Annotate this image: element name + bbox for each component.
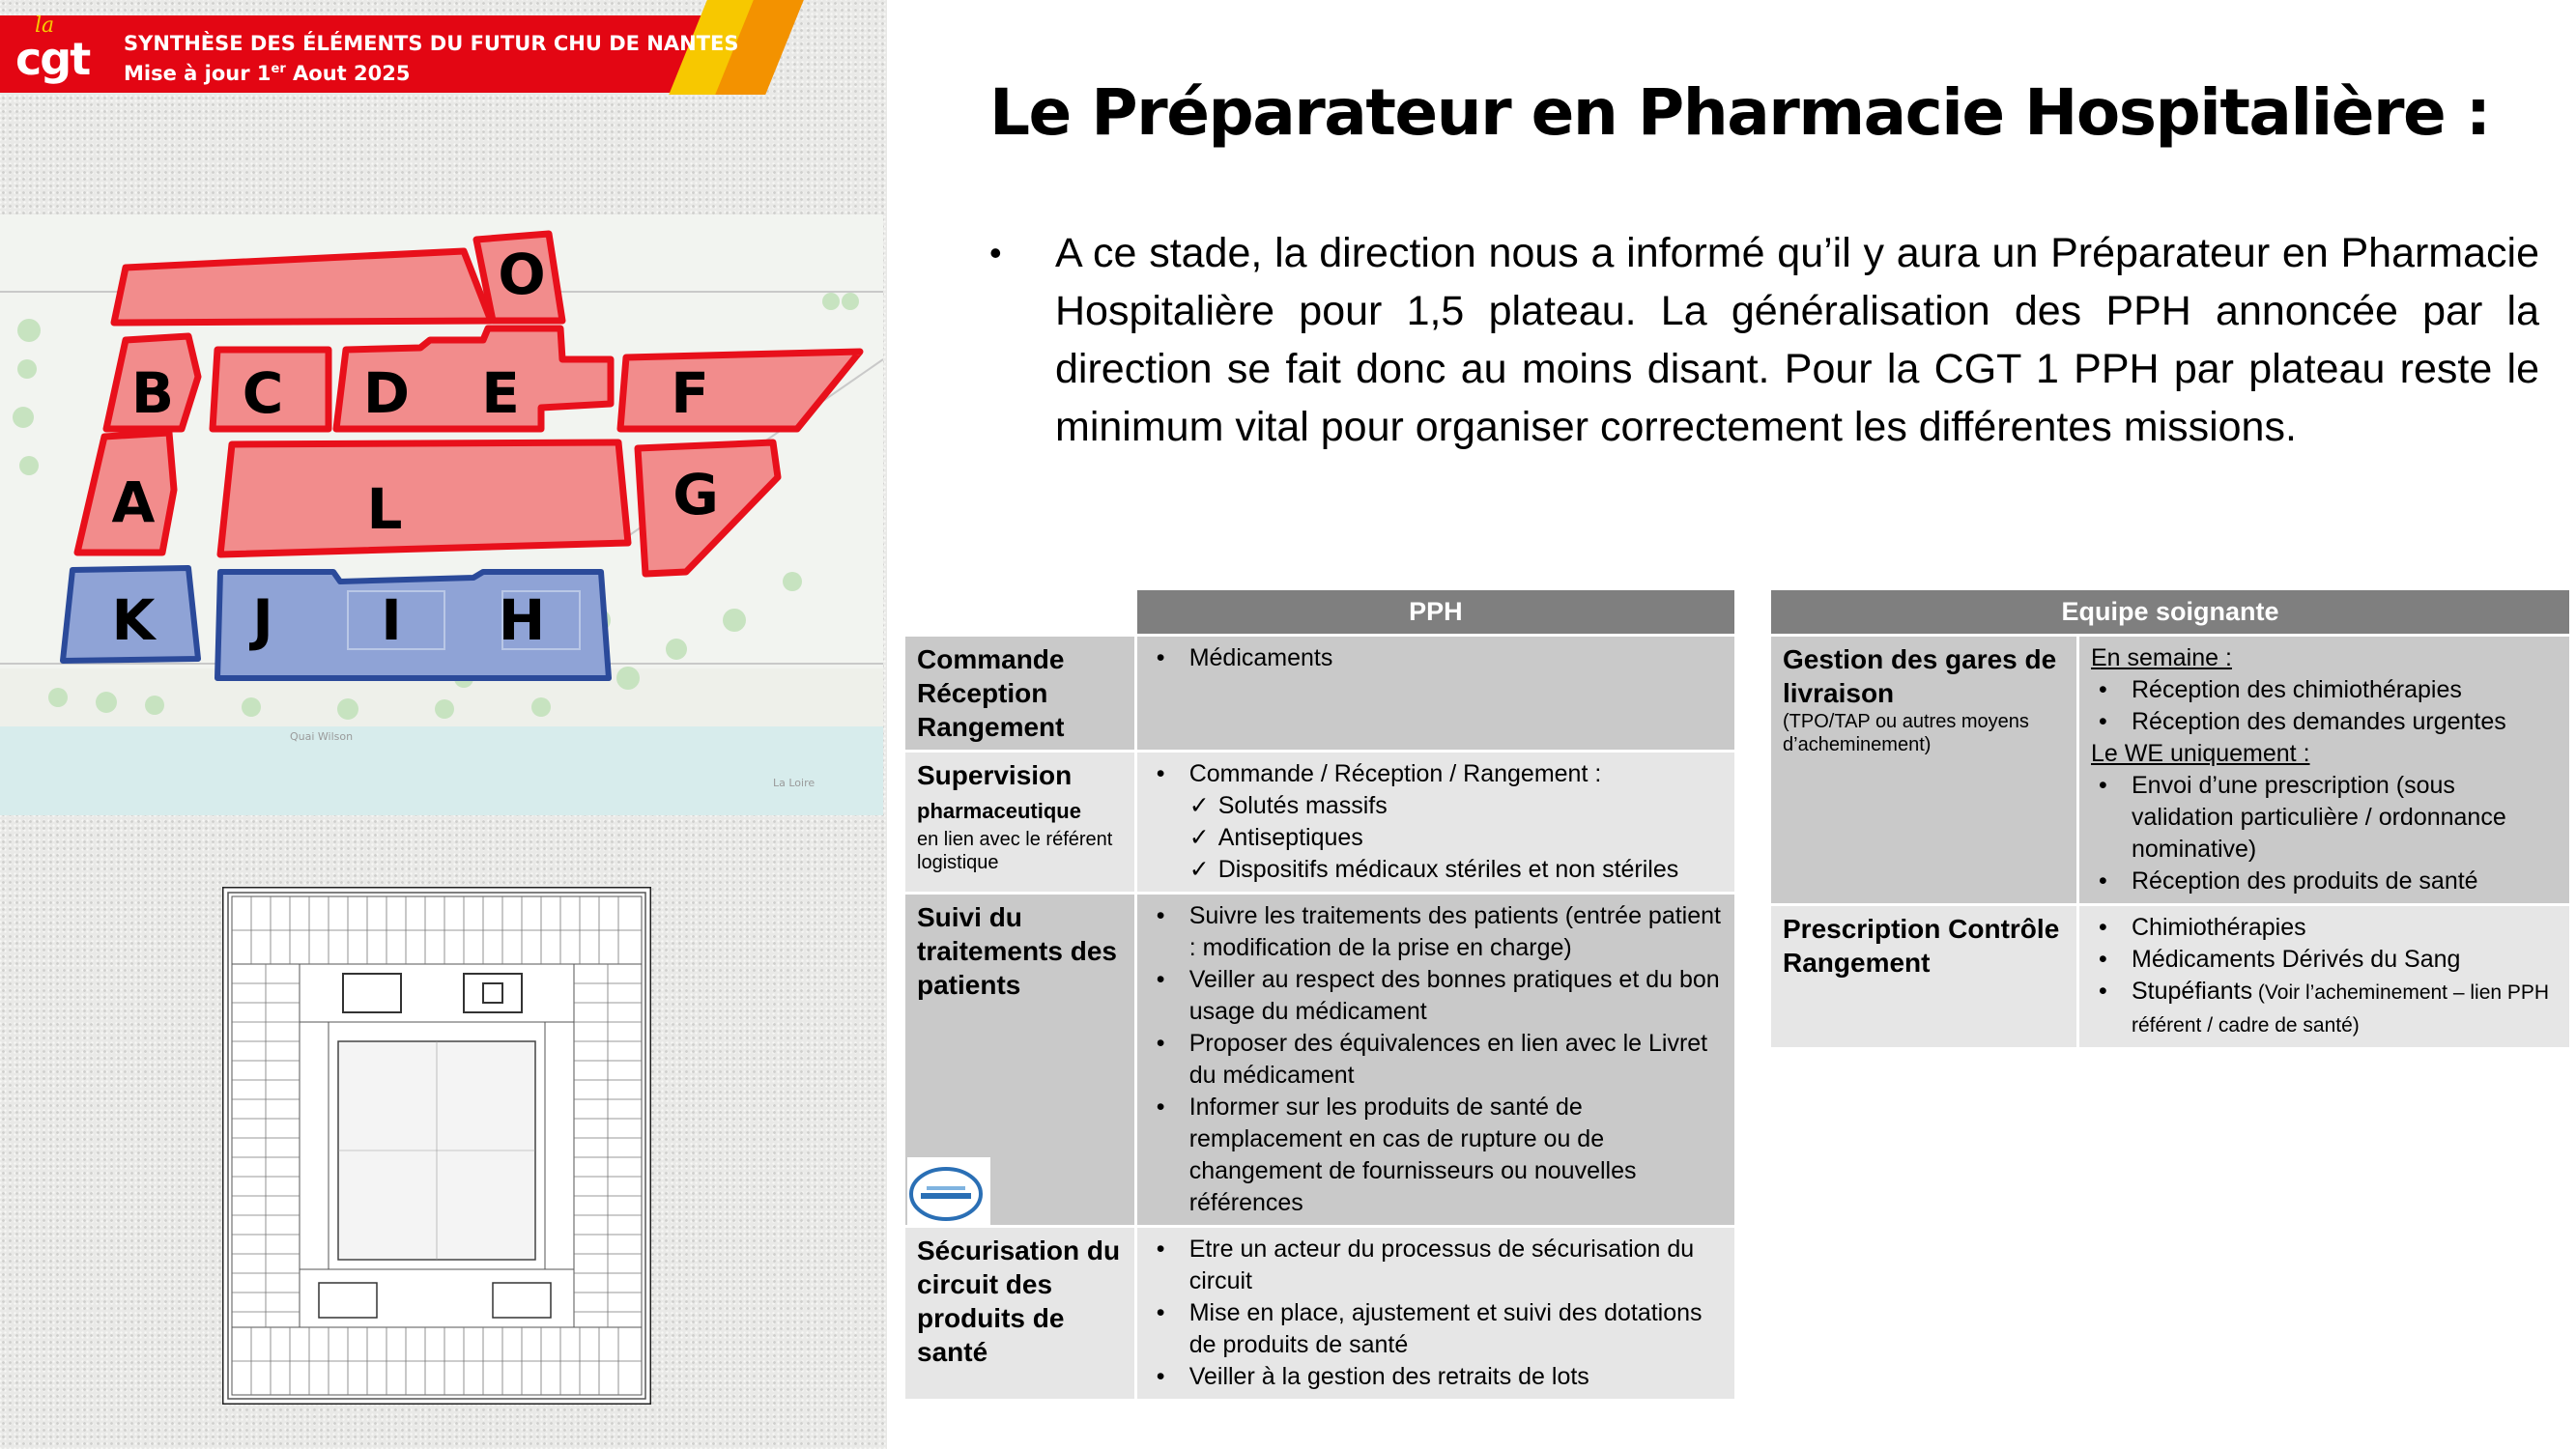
pph-header: PPH bbox=[1135, 589, 1735, 636]
list-item: • Veiller au respect des bonnes pratiques et du bon usage du médicament bbox=[1149, 964, 1723, 1028]
row-key: Suivi du traitements des patients bbox=[904, 894, 1136, 1227]
left-panel bbox=[0, 0, 887, 1449]
row-content bbox=[2078, 636, 2571, 905]
soignant-table bbox=[1768, 587, 2572, 1050]
list-item: • Suivre les traitements des patients (entrée patient : modification de la prise en charge) bbox=[1149, 900, 1723, 964]
list-item: • Proposer des équivalences en lien avec le Livret du médicament bbox=[1149, 1028, 1723, 1092]
soignant-header: Equipe soignante bbox=[1770, 589, 2571, 636]
label-k: K bbox=[111, 587, 156, 653]
list-item: • Mise en place, ajustement et suivi des dotations de produits de santé bbox=[1149, 1297, 1723, 1361]
row-key: Sécurisation du circuit des produits de santé bbox=[904, 1227, 1136, 1401]
header-subtitle: Mise à jour 1er Aout 2025 bbox=[124, 62, 411, 85]
logo-cgt: cgt bbox=[15, 33, 90, 85]
label-l: L bbox=[366, 476, 403, 542]
row-content bbox=[1135, 752, 1735, 894]
section-heading: Le WE uniquement : bbox=[2091, 740, 2310, 767]
row-key: Commande Réception Rangement bbox=[904, 636, 1136, 752]
list-item: • Stupéfiants (Voir l’acheminement – lien PPH référent / cadre de santé) bbox=[2091, 976, 2558, 1041]
table-row bbox=[1770, 636, 2571, 905]
label-j: J bbox=[252, 587, 273, 653]
logo-la: la bbox=[35, 14, 55, 38]
list-item: • Commande / Réception / Rangement : bbox=[1149, 758, 1723, 790]
table-row bbox=[904, 1227, 1736, 1401]
check-item: ✓ Solutés massifs bbox=[1149, 790, 1723, 822]
row-content bbox=[1135, 1227, 1735, 1401]
list-item: • Réception des chimiothérapies bbox=[2091, 674, 2558, 706]
table-row bbox=[904, 636, 1736, 752]
street-quai-wilson: Quai Wilson bbox=[290, 730, 354, 743]
page-title: Le Préparateur en Pharmacie Hospitalière : bbox=[989, 75, 2490, 150]
row-content bbox=[1135, 636, 1735, 752]
header-title: SYNTHÈSE DES ÉLÉMENTS DU FUTUR CHU DE NANTES bbox=[124, 32, 739, 55]
table-row bbox=[904, 894, 1736, 1227]
pph-table bbox=[902, 587, 1737, 1402]
main-bullet bbox=[989, 224, 2539, 456]
table-row bbox=[1770, 905, 2571, 1049]
label-h: H bbox=[498, 587, 546, 653]
floor-plan bbox=[222, 887, 651, 1405]
list-item: • Chimiothérapies bbox=[2091, 912, 2558, 944]
label-o: O bbox=[498, 242, 546, 307]
bullet-dot: • bbox=[989, 233, 1002, 272]
section-heading: En semaine : bbox=[2091, 644, 2232, 671]
list-item: • Informer sur les produits de santé de remplacement en cas de rupture ou de changement de fournisseurs ou nouvelles références bbox=[1149, 1092, 1723, 1219]
label-e: E bbox=[481, 360, 520, 426]
site-map bbox=[0, 214, 883, 815]
building-jih bbox=[217, 572, 609, 678]
label-a: A bbox=[111, 469, 156, 535]
list-item: • Etre un acteur du processus de sécurisation du circuit bbox=[1149, 1234, 1723, 1297]
label-c: C bbox=[242, 360, 284, 426]
list-item: • Médicaments bbox=[1149, 642, 1723, 674]
label-g: G bbox=[673, 462, 719, 527]
list-item: • Veiller à la gestion des retraits de lots bbox=[1149, 1361, 1723, 1393]
street-la-loire: La Loire bbox=[773, 777, 816, 789]
table-row bbox=[904, 752, 1736, 894]
building-l bbox=[220, 442, 628, 554]
label-i: I bbox=[381, 587, 402, 653]
label-b: B bbox=[130, 360, 175, 426]
list-item: • Envoi d’une prescription (sous validation particulière / ordonnance nominative) bbox=[2091, 770, 2558, 866]
medical-logo-icon bbox=[907, 1157, 990, 1225]
row-key: Supervision pharmaceutique en lien avec le référent logistique bbox=[904, 752, 1136, 894]
row-key: Gestion des gares de livraison (TPO/TAP ou autres moyens d’acheminement) bbox=[1770, 636, 2078, 905]
bullet-text: A ce stade, la direction nous a informé qu’il y aura un Préparateur en Pharmacie Hospitalière pour 1,5 plateau. La généralisation des PPH annoncée par la direction se fait donc au moins disant. Pour la CGT 1 PPH par plateau reste le minimum vital pour organiser correctement les différentes missions. bbox=[1055, 230, 2539, 450]
row-key: Prescription Contrôle Rangement bbox=[1770, 905, 2078, 1049]
check-item: ✓ Dispositifs médicaux stériles et non stériles bbox=[1149, 854, 1723, 886]
label-d: D bbox=[362, 360, 411, 426]
check-item: ✓ Antiseptiques bbox=[1149, 822, 1723, 854]
list-item: • Réception des produits de santé bbox=[2091, 866, 2558, 897]
row-content bbox=[1135, 894, 1735, 1227]
pph-header-spacer bbox=[904, 589, 1136, 636]
row-content bbox=[2078, 905, 2571, 1049]
list-item: • Médicaments Dérivés du Sang bbox=[2091, 944, 2558, 976]
list-item: • Réception des demandes urgentes bbox=[2091, 706, 2558, 738]
label-f: F bbox=[671, 360, 709, 426]
